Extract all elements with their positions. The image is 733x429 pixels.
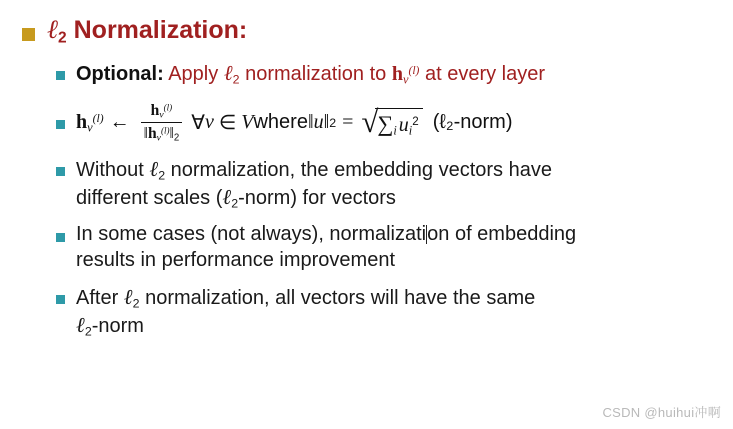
teal-square-bullet-icon (56, 233, 65, 242)
title-rest: Normalization: (66, 16, 248, 44)
formula-paren-note: (ℓ₂-norm) (432, 111, 513, 134)
bullet-some-cases (56, 222, 717, 273)
radical-icon: √ (361, 103, 379, 139)
bullet-optional-h: h (391, 62, 403, 85)
bullet5-ell-1: ℓ (123, 284, 133, 309)
gold-square-bullet-icon (22, 28, 35, 41)
bullet-without-normalization (56, 156, 717, 213)
bullet3-line2-a: different scales ( (76, 187, 223, 210)
formula-u: u (398, 113, 409, 136)
formula-equals: = (342, 111, 354, 134)
teal-square-bullet-icon (56, 167, 65, 176)
slide-title-row (22, 14, 717, 48)
watermark: CSDN @huihui冲啊 (602, 405, 721, 420)
bullet4-line2: results in performance improvement (76, 248, 396, 271)
bullet3-line2-b: -norm) for vectors (238, 187, 396, 210)
bullet-optional-lead: Optional: (76, 62, 164, 85)
teal-square-bullet-icon (56, 120, 65, 129)
bullet3-line1-b: normalization, the embedding vectors have (165, 158, 552, 181)
formula-den-h: h (147, 124, 157, 142)
bullet5-ell-1-sub: 2 (132, 296, 140, 311)
bullet4-line1b: on of embedding (427, 223, 577, 246)
bullet-optional-h-sup: (l) (408, 63, 420, 77)
bullet-optional-ell: ℓ (223, 60, 233, 85)
bullet5-line1-b: normalization, all vectors will have the same (139, 286, 536, 309)
bullet3-ell-1: ℓ (149, 156, 159, 181)
bullet3-ell-1-sub: 2 (158, 168, 166, 183)
formula-num-h-sup: (l) (163, 102, 173, 113)
bullet-optional-text-a: Apply (168, 62, 224, 85)
bullet3-line1-a: Without (76, 158, 150, 181)
formula-fraction-denominator (141, 122, 183, 144)
formula-arrow: ← (109, 111, 130, 134)
normalization-formula (76, 102, 512, 143)
formula-num-h: h (150, 102, 160, 120)
teal-square-bullet-icon (56, 71, 65, 80)
bullet-optional-body (76, 60, 545, 88)
formula-sum: ∑ (377, 110, 394, 136)
formula-den-normbar-close: ‖ (169, 124, 174, 142)
formula-v: v (204, 111, 214, 134)
bullet-some-cases-body (76, 222, 576, 273)
formula-u-sub: i (408, 123, 413, 138)
formula-fraction (141, 102, 183, 143)
formula-sqrt-body (375, 108, 422, 138)
formula-fraction-numerator (141, 102, 183, 122)
formula-V: V (241, 111, 254, 134)
formula-u-sup: 2 (412, 114, 419, 128)
formula-where: where (253, 111, 308, 134)
title-ell-subscript: 2 (58, 29, 67, 47)
formula-h: h (76, 110, 88, 133)
bullet5-line2-b: -norm (91, 314, 144, 337)
formula-forall: ∀ (191, 112, 205, 135)
teal-square-bullet-icon (56, 295, 65, 304)
bullet4-line1: In some cases (not always), normalizati (76, 223, 427, 246)
formula-normu-sub: 2 (329, 115, 337, 130)
formula-num-h-sub: v (159, 109, 164, 121)
bullet5-line1-a: After (76, 286, 124, 309)
page-title (47, 14, 247, 48)
bullet5-ell-2: ℓ (76, 312, 85, 337)
formula-den-h-sup: (l) (160, 125, 170, 136)
formula-den-normbar-open: ‖ (143, 124, 148, 142)
formula-den-h-sub: v (156, 132, 161, 144)
bullet-optional-text-c: at every layer (419, 62, 546, 85)
formula-h-sub: v (87, 120, 93, 135)
formula-sum-sub: i (393, 123, 397, 138)
bullet-optional-text-b: normalization to (239, 62, 392, 85)
formula-in: ∈ (218, 112, 237, 135)
bullet-optional-ell-sub: 2 (232, 72, 240, 87)
bullet-after-normalization-body (76, 284, 535, 341)
bullet-formula (56, 102, 717, 143)
bullet3-ell-2-sub: 2 (231, 196, 239, 211)
formula-normu: ‖u‖ (307, 111, 330, 134)
formula-den-norm-sub: 2 (173, 132, 180, 144)
bullet-without-normalization-body (76, 156, 552, 213)
title-ell-symbol: ℓ (47, 14, 59, 44)
bullet-optional (56, 60, 717, 88)
bullet-after-normalization (56, 284, 717, 341)
formula-sqrt (361, 103, 422, 139)
bullet5-ell-2-sub: 2 (84, 324, 92, 339)
bullet3-ell-2: ℓ (222, 185, 232, 210)
bullet-optional-h-sub: v (402, 72, 409, 87)
formula-h-sup: (l) (92, 111, 104, 125)
